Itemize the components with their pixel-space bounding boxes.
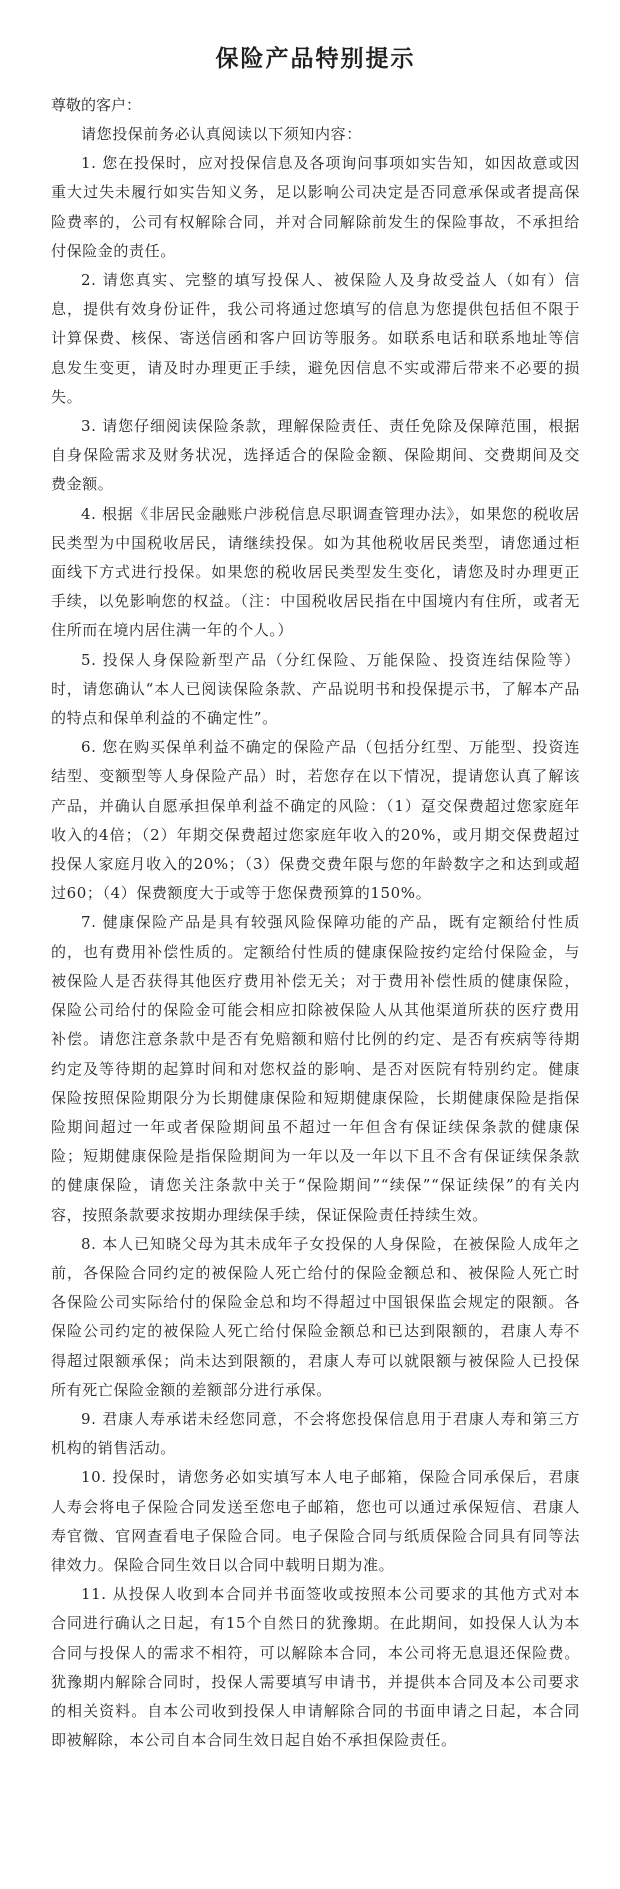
- notice-item-10: 10. 投保时，请您务必如实填写本人电子邮箱，保险合同承保后，君康人寿会将电子保险合同发送至您电子邮箱，您也可以通过承保短信、君康人寿官微、官网查看电子保险合同。电子保险合同与纸质保险合同具有同等法律效力。保险合同生效日以合同中载明日期为准。: [51, 1468, 580, 1574]
- notice-item-1: 1. 您在投保时，应对投保信息及各项询问事项如实告知，如因故意或因重大过失未履行如实告知义务，足以影响公司决定是否同意承保或者提高保险费率的，公司有权解除合同，并对合同解除前发生的保险事故，不承担给付保险金的责任。: [51, 154, 580, 260]
- intro-text: 请您投保前务必认真阅读以下须知内容：: [81, 125, 362, 143]
- notice-item-8: 8. 本人已知晓父母为其未成年子女投保的人身保险，在被保险人成年之前，各保险合同约定的被保险人死亡给付的保险金额总和、被保险人死亡时各保险公司实际给付的保险金总和均不得超过中国银保监会规定的限额。各保险公司约定的被保险人死亡给付保险金额总和已达到限额的，君康人寿不得超过限额承保；尚未达到限额的，君康人寿可以就限额与被保险人已投保所有死亡保险金额的差额部分进行承保。: [51, 1234, 580, 1399]
- notice-item-7: 7. 健康保险产品是具有较强风险保障功能的产品，既有定额给付性质的，也有费用补偿性质的。定额给付性质的健康保险按约定给付保险金，与被保险人是否获得其他医疗费用补偿无关；对于费用补偿性质的健康保险，保险公司给付的保险金可能会相应扣除被保险人从其他渠道所获的医疗费用补偿。请您注意条款中是否有免赔额和赔付比例的约定、是否有疾病等待期约定及等待期的起算时间和对您权益的影响、是否对医院有特别约定。健康保险按照保险期限分为长期健康保险和短期健康保险，长期健康保险是指保险期间超过一年或者保险期间虽不超过一年但含有保证续保条款的健康保险；短期健康保险是指保险期间为一年以及一年以下且不含有保证续保条款的健康保险，请您关注条款中关于“保险期间”“续保”“保证续保”的有关内容，按照条款要求按期办理续保手续，保证保险责任持续生效。: [51, 913, 580, 1224]
- notice-item-4: 4. 根据《非居民金融账户涉税信息尽职调查管理办法》，如果您的税收居民类型为中国税收居民，请继续投保。如为其他税收居民类型，请您通过柜面线下方式进行投保。如果您的税收居民类型发生变化，请您及时办理更正手续，以免影响您的权益。（注：中国税收居民指在中国境内有住所，或者无住所而在境内居住满一年的个人。）: [51, 504, 580, 640]
- notice-item-2: 2. 请您真实、完整的填写投保人、被保险人及身故受益人（如有）信息，提供有效身份证件，我公司将通过您填写的信息为您提供包括但不限于计算保费、核保、寄送信函和客户回访等服务。如联系电话和联系地址等信息发生变更，请及时办理更正手续，避免因信息不实或滞后带来不必要的损失。: [51, 271, 580, 406]
- notice-item-11: 11. 从投保人收到本合同并书面签收或按照本公司要求的其他方式对本合同进行确认之日起，有15个自然日的犹豫期。在此期间，如投保人认为本合同与投保人的需求不相符，可以解除本合同，本公司将无息退还保险费。犹豫期内解除合同时，投保人需要填写申请书，并提供本合同及本公司要求的相关资料。自本公司收到投保人申请解除合同的书面申请之日起，本合同即被解除，本公司自本合同生效日起自始不承担保险责任。: [51, 1585, 580, 1750]
- notice-item-3: 3. 请您仔细阅读保险条款，理解保险责任、责任免除及保障范围，根据自身保险需求及财务状况，选择适合的保险金额、保险期间、交费期间及交费金额。: [51, 417, 580, 494]
- document-title: 保险产品特别提示: [215, 45, 416, 72]
- notice-item-6: 6. 您在购买保单利益不确定的保险产品（包括分红型、万能型、投资连结型、变额型等人身保险产品）时，若您存在以下情况，提请您认真了解该产品，并确认自愿承担保单利益不确定的风险：（1）趸交保费超过您家庭年收入的4倍；（2）年期交保费超过您家庭年收入的20%，或月期交保费超过投保人家庭月收入的20%；（3）保费交费年限与您的年龄数字之和达到或超过60；（4）保费额度大于或等于您保费预算的150%。: [51, 738, 580, 903]
- notice-item-5: 5. 投保人身保险新型产品（分红保险、万能保险、投资连结保险等）时，请您确认“本人已阅读保险条款、产品说明书和投保提示书，了解本产品的特点和保单利益的不确定性”。: [51, 650, 580, 728]
- notice-item-9: 9. 君康人寿承诺未经您同意，不会将您投保信息用于君康人寿和第三方机构的销售活动。: [51, 1409, 580, 1458]
- greeting: 尊敬的客户：: [51, 96, 142, 114]
